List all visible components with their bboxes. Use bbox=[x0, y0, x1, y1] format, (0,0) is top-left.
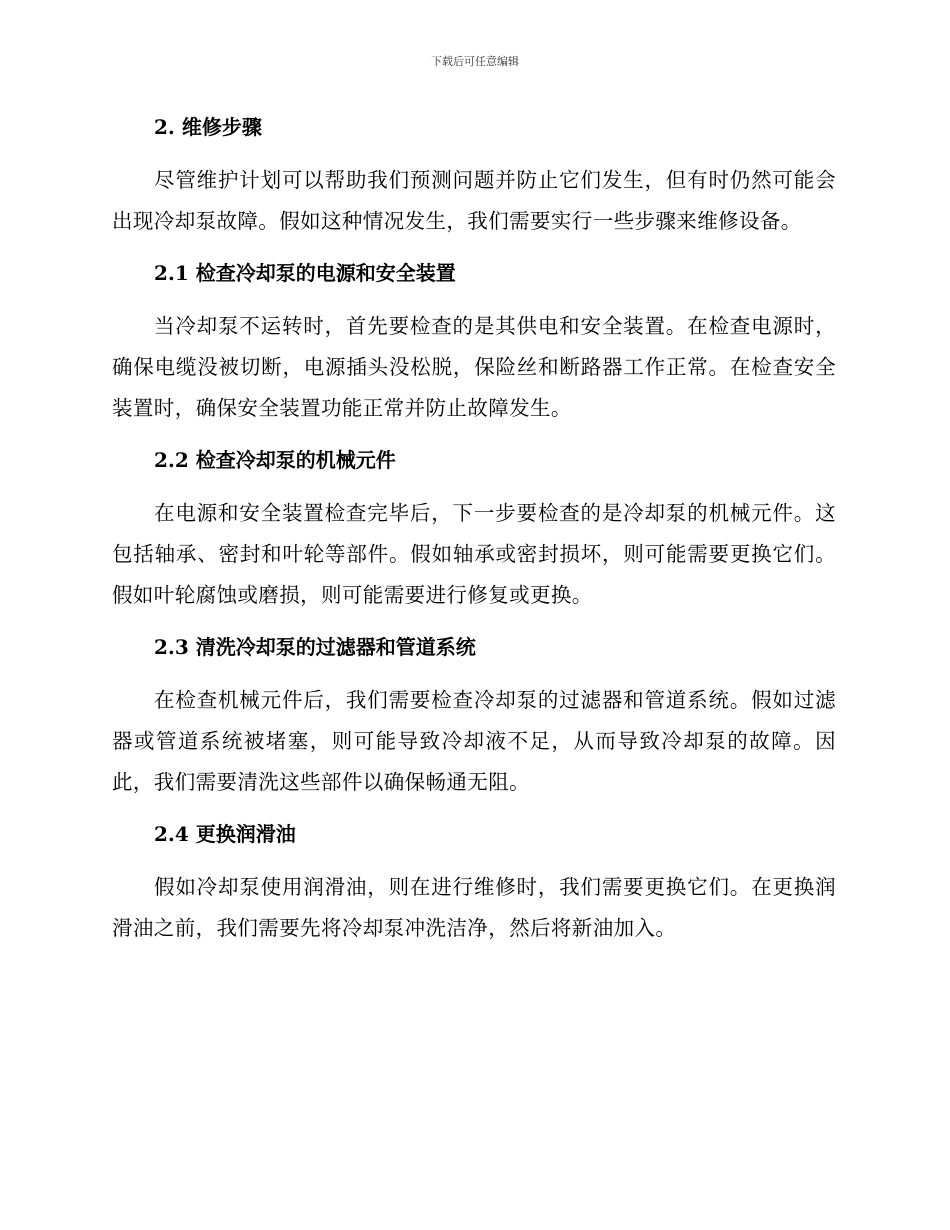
section-heading-filter-pipes: 2.3 清洗冷却泵的过滤器和管道系统 bbox=[154, 635, 476, 659]
header-note: 下载后可任意编辑 bbox=[431, 55, 519, 68]
section-heading-power-safety: 2.1 检查冷却泵的电源和安全装置 bbox=[154, 261, 456, 285]
section-paragraph-lubricant: 假如冷却泵使用润滑油，则在进行维修时，我们需要更换它们。在更换润滑油之前，我们需要先将冷却泵冲洗洁净，然后将新油加入。 bbox=[112, 875, 836, 940]
document-body bbox=[112, 108, 836, 961]
section-heading-mechanical-parts: 2.2 检查冷却泵的机械元件 bbox=[154, 448, 396, 472]
section-paragraph-power-safety: 当冷却泵不运转时，首先要检查的是其供电和安全装置。在检查电源时，确保电缆没被切断，电源插头没松脱，保险丝和断路器工作正常。在检查安全装置时，确保安全装置功能正常并防止故障发生。 bbox=[112, 314, 836, 420]
section-paragraph-mechanical-parts: 在电源和安全装置检查完毕后，下一步要检查的是冷却泵的机械元件。这包括轴承、密封和叶轮等部件。假如轴承或密封损坏，则可能需要更换它们。假如叶轮腐蚀或磨损，则可能需要进行修复或更换。 bbox=[112, 501, 836, 607]
section-paragraph-filter-pipes: 在检查机械元件后，我们需要检查冷却泵的过滤器和管道系统。假如过滤器或管道系统被堵塞，则可能导致冷却液不足，从而导致冷却泵的故障。因此，我们需要清洗这些部件以确保畅通无阻。 bbox=[112, 688, 836, 794]
section-paragraph-repair-steps: 尽管维护计划可以帮助我们预测问题并防止它们发生，但有时仍然可能会出现冷却泵故障。假如这种情况发生，我们需要实行一些步骤来维修设备。 bbox=[112, 168, 836, 233]
section-heading-repair-steps: 2. 维修步骤 bbox=[154, 115, 262, 139]
section-heading-lubricant: 2.4 更换润滑油 bbox=[154, 822, 296, 846]
